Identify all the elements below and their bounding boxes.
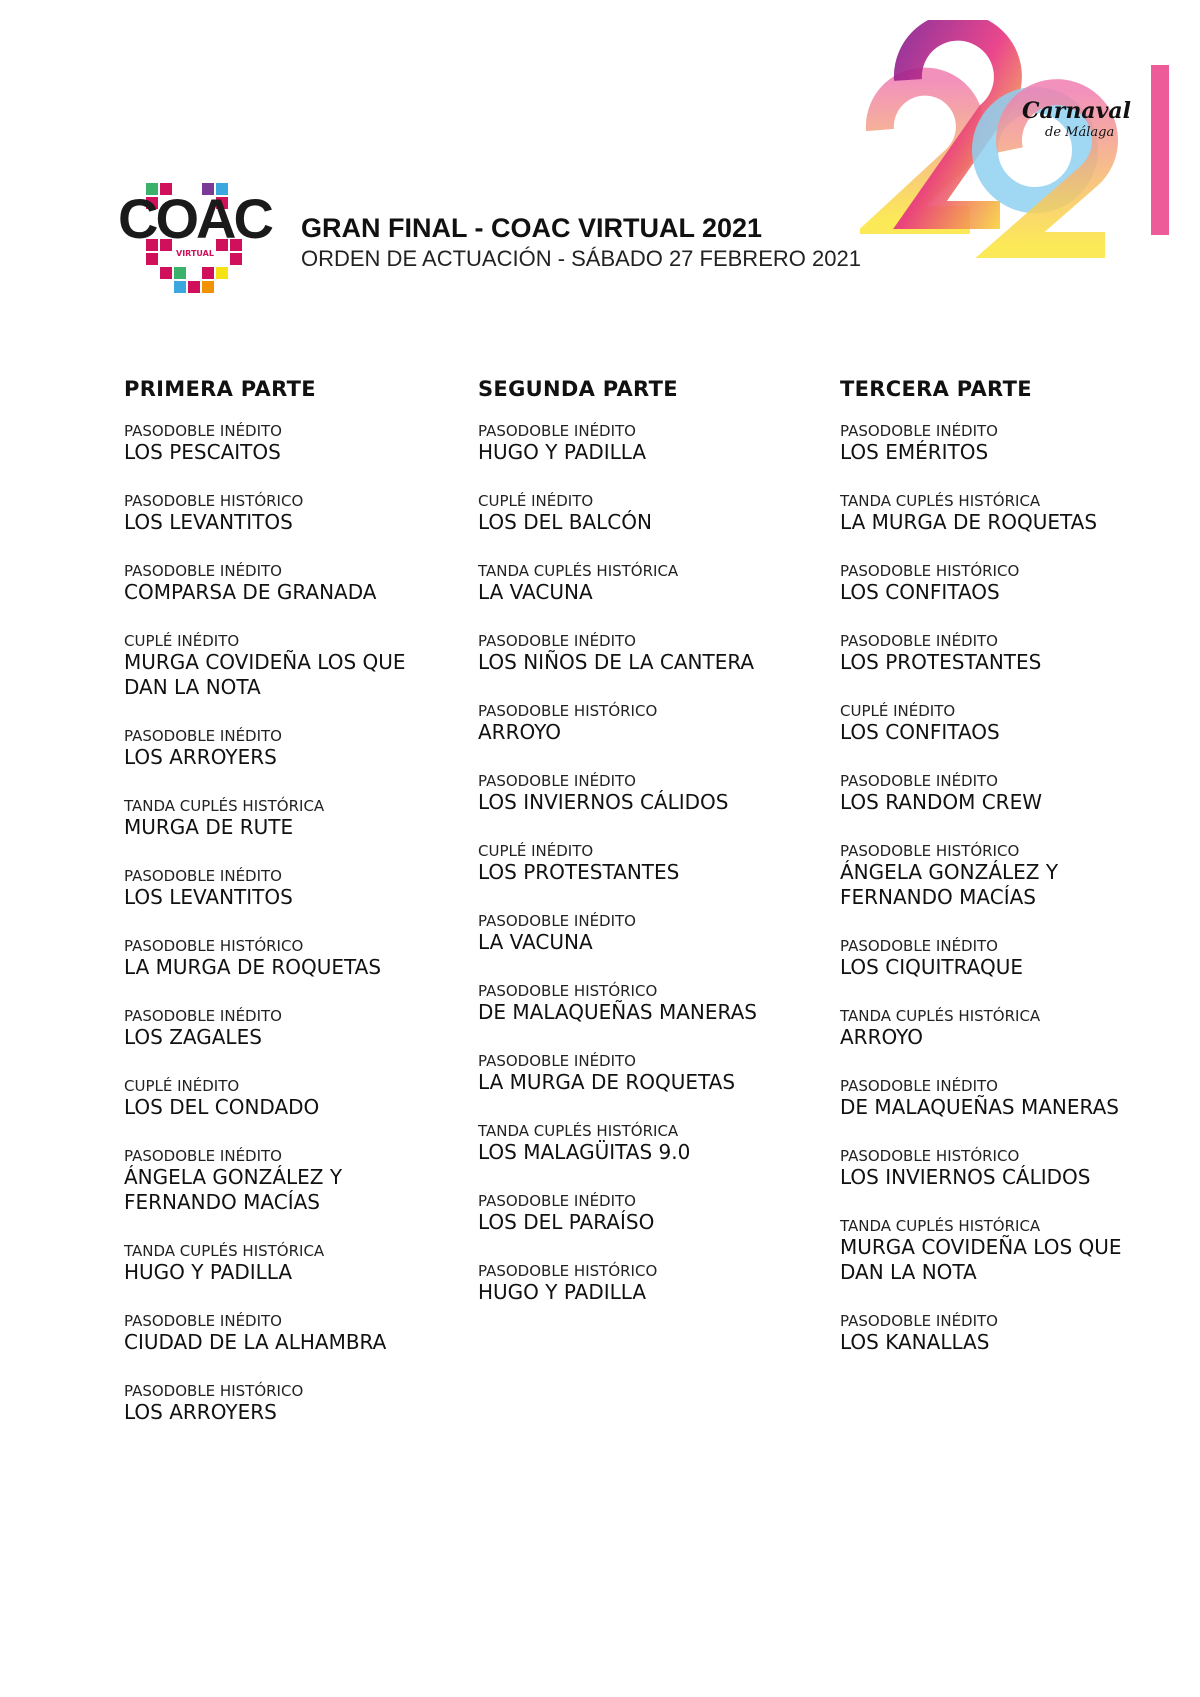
group-name: DE MALAQUEÑAS MANERAS (478, 1000, 757, 1024)
performance-type: PASODOBLE INÉDITO (840, 1077, 998, 1095)
performance-type: CUPLÉ INÉDITO (124, 632, 240, 650)
performance-item (124, 727, 464, 770)
performance-type: PASODOBLE INÉDITO (124, 727, 282, 745)
carnaval-2021-artwork (860, 20, 1200, 280)
column-heading: TERCERA PARTE (840, 377, 1032, 401)
performance-item (124, 1147, 464, 1215)
performance-item (478, 562, 818, 605)
group-name: HUGO Y PADILLA (124, 1260, 293, 1284)
group-name: MURGA DE RUTE (124, 815, 294, 839)
group-name: LOS PESCAITOS (124, 440, 281, 464)
performance-type: CUPLÉ INÉDITO (124, 1077, 240, 1095)
group-name: LOS KANALLAS (840, 1330, 990, 1354)
performance-type: PASODOBLE INÉDITO (840, 422, 998, 440)
group-name: HUGO Y PADILLA (478, 440, 647, 464)
group-name: LOS PROTESTANTES (840, 650, 1042, 674)
group-name: LOS LEVANTITOS (124, 885, 293, 909)
performance-type: PASODOBLE HISTÓRICO (840, 842, 1020, 860)
performance-type: PASODOBLE INÉDITO (124, 867, 282, 885)
svg-text:de Málaga: de Málaga (1045, 125, 1115, 140)
performance-item (840, 702, 1180, 745)
logo-square (174, 267, 186, 279)
performance-item (478, 492, 818, 535)
performance-type: PASODOBLE INÉDITO (124, 562, 282, 580)
performance-type: PASODOBLE HISTÓRICO (124, 492, 304, 510)
performance-type: PASODOBLE HISTÓRICO (478, 1262, 658, 1280)
group-name: DE MALAQUEÑAS MANERAS (840, 1095, 1119, 1119)
performance-item (840, 1147, 1180, 1190)
group-name: LOS ARROYERS (124, 1400, 277, 1424)
group-name: LOS MALAGÜITAS 9.0 (478, 1140, 691, 1164)
logo-square (160, 267, 172, 279)
group-name: LOS NIÑOS DE LA CANTERA (478, 650, 755, 674)
performance-item (840, 1007, 1180, 1050)
performance-type: PASODOBLE HISTÓRICO (124, 1382, 304, 1400)
group-name: LOS ARROYERS (124, 745, 277, 769)
performance-item (840, 562, 1180, 605)
performance-item (124, 422, 464, 465)
performance-type: CUPLÉ INÉDITO (478, 842, 594, 860)
group-name: ARROYO (840, 1025, 923, 1049)
group-name: LA MURGA DE ROQUETAS (478, 1070, 736, 1094)
performance-type: PASODOBLE INÉDITO (840, 772, 998, 790)
performance-item (124, 562, 464, 605)
performance-type: CUPLÉ INÉDITO (840, 702, 956, 720)
group-name: LOS ZAGALES (124, 1025, 262, 1049)
performance-type: TANDA CUPLÉS HISTÓRICA (840, 492, 1041, 510)
logo-text: COAC (118, 187, 271, 250)
group-name: LOS CONFITAOS (840, 720, 1000, 744)
performance-item (478, 702, 818, 745)
group-name: LOS INVIERNOS CÁLIDOS (840, 1165, 1091, 1189)
art-caption: Carnaval (1022, 98, 1132, 124)
performance-type: PASODOBLE INÉDITO (478, 422, 636, 440)
performance-type: TANDA CUPLÉS HISTÓRICA (124, 1242, 325, 1260)
group-name: LA MURGA DE ROQUETAS (124, 955, 382, 979)
performance-type: TANDA CUPLÉS HISTÓRICA (478, 562, 679, 580)
group-name: LA MURGA DE ROQUETAS (840, 510, 1098, 534)
performance-item (124, 632, 464, 700)
performance-item (840, 842, 1180, 910)
performance-item (124, 867, 464, 910)
performance-type: PASODOBLE INÉDITO (124, 422, 282, 440)
group-name: LOS DEL CONDADO (124, 1095, 320, 1119)
performance-type: PASODOBLE INÉDITO (478, 772, 636, 790)
performance-item (478, 772, 818, 815)
group-name: LOS LEVANTITOS (124, 510, 293, 534)
page-subtitle: ORDEN DE ACTUACIÓN - SÁBADO 27 FEBRERO 2021 (301, 246, 861, 271)
group-name: CIUDAD DE LA ALHAMBRA (124, 1330, 387, 1354)
performance-item (840, 632, 1180, 675)
performance-type: PASODOBLE INÉDITO (478, 1192, 636, 1210)
performance-type: PASODOBLE HISTÓRICO (478, 982, 658, 1000)
performance-type: PASODOBLE INÉDITO (124, 1312, 282, 1330)
performance-type: TANDA CUPLÉS HISTÓRICA (478, 1122, 679, 1140)
performance-type: PASODOBLE INÉDITO (478, 1052, 636, 1070)
performance-item (478, 422, 818, 465)
performance-type: PASODOBLE INÉDITO (124, 1147, 282, 1165)
performance-item (840, 1312, 1180, 1355)
group-name: LOS CIQUITRAQUE (840, 955, 1024, 979)
group-name: ÁNGELA GONZÁLEZ Y FERNANDO MACÍAS (124, 1165, 343, 1214)
performance-item (478, 1262, 818, 1305)
column-part-3 (840, 376, 1180, 1382)
logo-square (202, 281, 214, 293)
performance-type: PASODOBLE HISTÓRICO (840, 1147, 1020, 1165)
performance-item (478, 1192, 818, 1235)
performance-type: PASODOBLE HISTÓRICO (840, 562, 1020, 580)
performance-type: PASODOBLE INÉDITO (840, 1312, 998, 1330)
logo-subtext: VIRTUAL (176, 249, 214, 258)
page-title: GRAN FINAL - COAC VIRTUAL 2021 (301, 213, 763, 243)
performance-type: PASODOBLE INÉDITO (478, 912, 636, 930)
performance-item (124, 1382, 464, 1425)
group-name: LOS PROTESTANTES (478, 860, 680, 884)
performance-item (124, 492, 464, 535)
performance-item (124, 937, 464, 980)
performance-item (478, 842, 818, 885)
group-name: MURGA COVIDEÑA LOS QUE DAN LA NOTA (124, 650, 406, 699)
logo-square (174, 281, 186, 293)
performance-type: TANDA CUPLÉS HISTÓRICA (840, 1007, 1041, 1025)
column-part-1 (124, 376, 464, 1452)
column-heading: PRIMERA PARTE (124, 377, 316, 401)
performance-item (124, 797, 464, 840)
performance-item (478, 632, 818, 675)
logo-square (230, 253, 242, 265)
group-name: LA VACUNA (478, 930, 593, 954)
performance-item (124, 1242, 464, 1285)
group-name: LA VACUNA (478, 580, 593, 604)
group-name: MURGA COVIDEÑA LOS QUE DAN LA NOTA (840, 1235, 1122, 1284)
performance-type: CUPLÉ INÉDITO (478, 492, 594, 510)
group-name: LOS DEL PARAÍSO (478, 1210, 655, 1234)
performance-type: PASODOBLE INÉDITO (124, 1007, 282, 1025)
performance-item (840, 1077, 1180, 1120)
performance-type: TANDA CUPLÉS HISTÓRICA (840, 1217, 1041, 1235)
performance-type: PASODOBLE INÉDITO (478, 632, 636, 650)
logo-square (202, 267, 214, 279)
performance-type: PASODOBLE INÉDITO (840, 937, 998, 955)
performance-type: PASODOBLE INÉDITO (840, 632, 998, 650)
logo-square (188, 281, 200, 293)
logo-square (216, 267, 228, 279)
group-name: LOS EMÉRITOS (840, 440, 989, 464)
logo-square (146, 253, 158, 265)
performance-item (840, 422, 1180, 465)
performance-item (840, 1217, 1180, 1285)
group-name: LOS CONFITAOS (840, 580, 1000, 604)
performance-item (478, 982, 818, 1025)
performance-item (478, 912, 818, 955)
group-name: LOS RANDOM CREW (840, 790, 1042, 814)
group-name: LOS INVIERNOS CÁLIDOS (478, 790, 729, 814)
performance-item (124, 1312, 464, 1355)
group-name: ARROYO (478, 720, 561, 744)
performance-item (124, 1007, 464, 1050)
group-name: COMPARSA DE GRANADA (124, 580, 377, 604)
performance-type: PASODOBLE HISTÓRICO (478, 702, 658, 720)
group-name: LOS DEL BALCÓN (478, 510, 652, 534)
group-name: HUGO Y PADILLA (478, 1280, 647, 1304)
group-name: ÁNGELA GONZÁLEZ Y FERNANDO MACÍAS (840, 860, 1059, 909)
performance-type: PASODOBLE HISTÓRICO (124, 937, 304, 955)
coac-virtual-logo (118, 183, 283, 293)
column-heading: SEGUNDA PARTE (478, 377, 678, 401)
performance-item (840, 492, 1180, 535)
performance-item (840, 772, 1180, 815)
column-part-2 (478, 376, 818, 1332)
performance-item (124, 1077, 464, 1120)
performance-item (840, 937, 1180, 980)
performance-type: TANDA CUPLÉS HISTÓRICA (124, 797, 325, 815)
performance-item (478, 1052, 818, 1095)
performance-item (478, 1122, 818, 1165)
